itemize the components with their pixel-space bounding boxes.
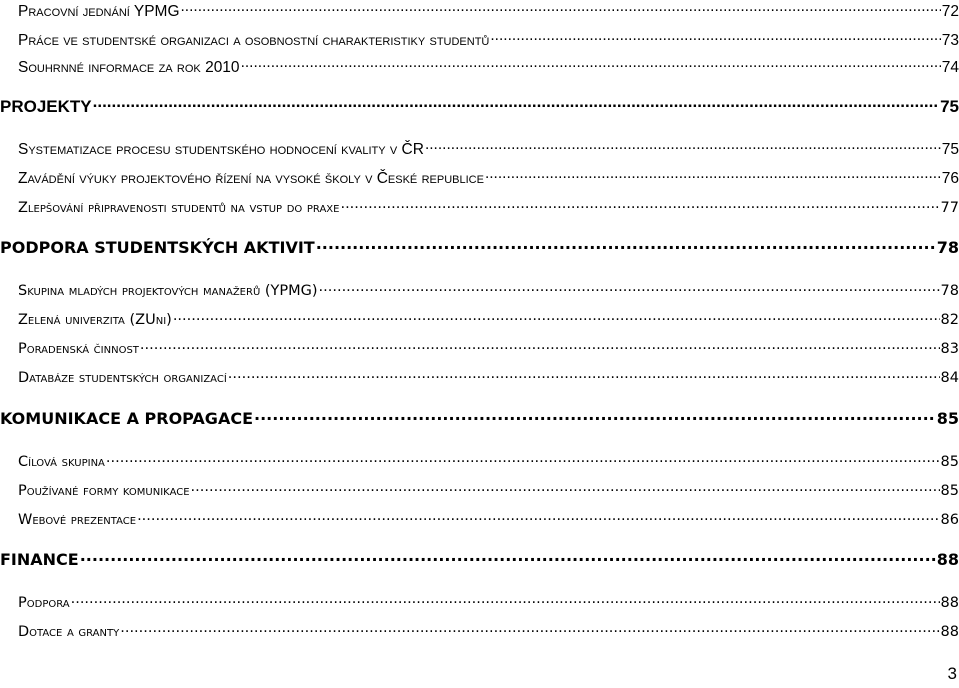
toc-entry-page: 82 (940, 311, 959, 328)
toc-entry-label: Zlepšování připravenosti studentů na vstup do praxe (18, 199, 340, 216)
toc-entry[interactable] (18, 509, 959, 528)
page-number: 3 (947, 664, 957, 683)
toc-entry[interactable] (18, 621, 959, 640)
toc-entry-page: 88 (940, 594, 959, 611)
toc-entry[interactable] (18, 197, 959, 216)
dot-leader (181, 0, 941, 16)
toc-entry-page: 88 (936, 550, 959, 569)
dot-leader (140, 338, 940, 353)
toc-entry-page: 78 (940, 282, 959, 299)
dot-leader (228, 367, 940, 382)
dot-leader (319, 280, 940, 295)
dot-leader (425, 138, 941, 154)
toc-entry-page: 78 (936, 238, 959, 257)
toc-chapter[interactable] (0, 95, 959, 117)
toc-entry-page: 83 (940, 340, 959, 357)
toc-entry[interactable] (18, 338, 959, 357)
toc-entry[interactable] (18, 451, 959, 470)
toc-entry-label: Souhrnné informace za rok 2010 (18, 58, 240, 76)
toc-entry-label: Zavádění výuky projektového řízení na vysoké školy v České republice (18, 169, 484, 187)
dot-leader (490, 29, 940, 45)
toc-entry[interactable] (18, 280, 959, 299)
toc-entry-label: Cílová skupina (18, 453, 105, 470)
dot-leader (137, 509, 939, 524)
toc-entry-page: 88 (940, 623, 959, 640)
toc-entry-page: 85 (936, 409, 959, 428)
toc-entry-label: FINANCE (0, 550, 79, 569)
dot-leader (340, 197, 939, 212)
toc-entry-label: Práce ve studentské organizaci a osobnostní charakteristiky studentů (18, 31, 490, 49)
dot-leader (120, 621, 939, 636)
toc-entry-label: Systematizace procesu studentského hodnocení kvality v ČR (18, 140, 424, 158)
toc-entry-page: 74 (941, 58, 959, 76)
toc-entry[interactable] (18, 367, 959, 386)
toc-entry[interactable] (18, 480, 959, 499)
toc-entry[interactable] (18, 138, 959, 159)
toc-entry-label: Dotace a granty (18, 623, 120, 640)
dot-leader (173, 309, 940, 324)
toc-entry-label: Pracovní jednání YPMG (18, 2, 180, 20)
toc-entry[interactable] (18, 0, 959, 21)
toc-entry-label: Zelená univerzita (ZUni) (18, 311, 172, 328)
dot-leader (106, 451, 940, 466)
toc-entry-label: Poradenská činnost (18, 340, 139, 357)
dot-leader (254, 408, 936, 424)
toc-chapter[interactable] (0, 408, 959, 428)
toc-entry-label: Databáze studentských organizací (18, 369, 227, 386)
toc-entry[interactable] (18, 592, 959, 611)
toc-entry[interactable] (18, 56, 959, 77)
toc-entry-label: PROJEKTY (0, 97, 92, 116)
toc-entry-page: 85 (940, 453, 959, 470)
toc-entry[interactable] (18, 167, 959, 188)
dot-leader (485, 167, 941, 183)
dot-leader (93, 95, 939, 112)
toc-entry-page: 72 (941, 2, 959, 20)
toc-entry-label: Používané formy komunikace (18, 482, 190, 499)
toc-entry-page: 86 (940, 511, 959, 528)
toc-entry-label: PODPORA STUDENTSKÝCH AKTIVIT (0, 238, 315, 257)
toc-entry-page: 75 (940, 97, 959, 116)
dot-leader (316, 237, 936, 253)
toc-entry-page: 77 (940, 199, 959, 216)
dot-leader (80, 549, 936, 565)
toc-entry-page: 73 (941, 31, 959, 49)
toc-entry-page: 75 (941, 140, 959, 158)
toc-entry-label: Skupina mladých projektových manažerů (YPMG) (18, 282, 318, 299)
toc-entry-label: Webové prezentace (18, 511, 137, 528)
toc-entry[interactable] (18, 29, 959, 50)
dot-leader (71, 592, 940, 607)
toc-entry-page: 76 (941, 169, 959, 187)
toc-entry-label: Podpora (18, 594, 70, 611)
dot-leader (241, 56, 941, 72)
toc-chapter[interactable] (0, 237, 959, 257)
toc-entry-page: 84 (940, 369, 959, 386)
toc-entry[interactable] (18, 309, 959, 328)
toc-chapter[interactable] (0, 549, 959, 569)
dot-leader (191, 480, 940, 495)
toc-entry-label: KOMUNIKACE A PROPAGACE (0, 409, 253, 428)
toc-entry-page: 85 (940, 482, 959, 499)
